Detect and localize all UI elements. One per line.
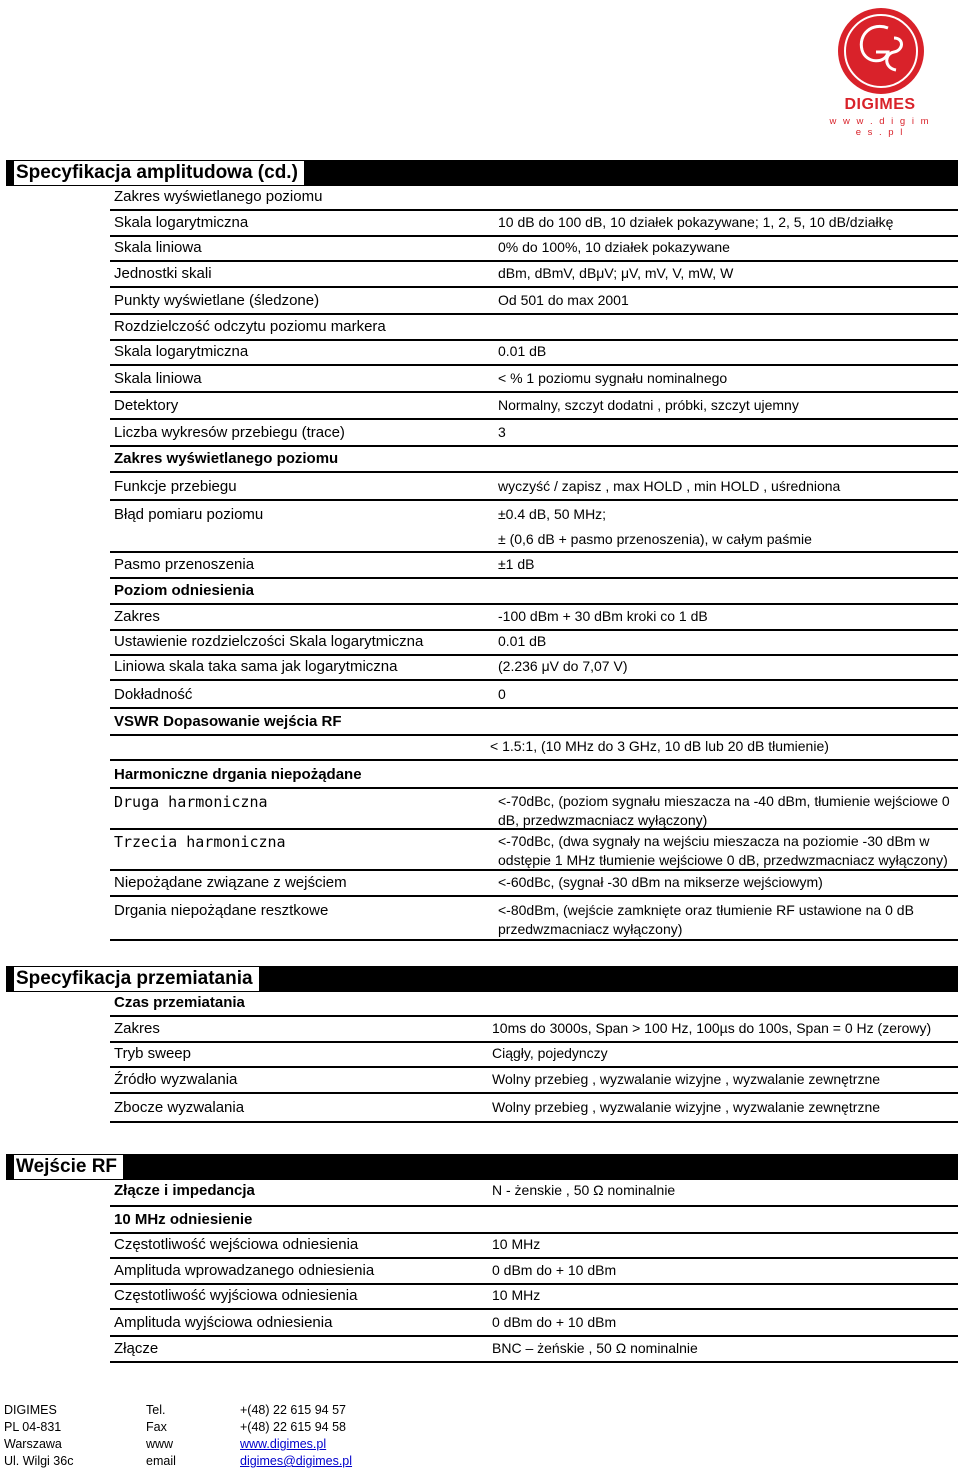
footer-tel: +(48) 22 615 94 57	[240, 1403, 346, 1417]
spec-value-continued: dB, przedwzmacniacz wyłączony)	[498, 812, 708, 828]
section-title: Specyfikacja amplitudowa (cd.)	[14, 161, 304, 185]
spec-label: Pasmo przenoszenia	[114, 556, 255, 573]
spec-value: Normalny, szczyt dodatni , próbki, szczyt ujemny	[498, 397, 799, 413]
spec-label: Drgania niepożądane resztkowe	[114, 902, 329, 919]
spec-value: Wolny przebieg , wyzwalanie wizyjne , wyzwalanie zewnętrzne	[492, 1099, 881, 1115]
spec-value: dBm, dBmV, dBμV; μV, mV, V, mW, W	[498, 265, 734, 281]
spec-value: <-80dBm, (wejście zamknięte oraz tłumienie RF ustawione na 0 dB	[498, 902, 914, 918]
spec-label: Punkty wyświetlane (śledzone)	[114, 292, 320, 309]
spec-value: 0.01 dB	[498, 343, 547, 359]
footer-email-label: email	[146, 1454, 176, 1468]
spec-label: Trzecia harmoniczna	[114, 833, 286, 851]
spec-value: ±1 dB	[498, 556, 535, 572]
spec-label: VSWR Dopasowanie wejścia RF	[114, 713, 342, 730]
footer-street: Ul. Wilgi 36c	[4, 1454, 74, 1468]
spec-label: Złącze i impedancja	[114, 1182, 255, 1199]
footer-website-link[interactable]: www.digimes.pl	[240, 1437, 327, 1451]
logo-url: w w w . d i g i m e s . p l	[829, 116, 931, 138]
spec-label: Rozdzielczość odczytu poziomu markera	[114, 318, 386, 335]
spec-label: Zakres wyświetlanego poziomu	[114, 188, 323, 205]
spec-label: Skala logarytmiczna	[114, 343, 249, 360]
spec-label: Zakres	[114, 1020, 160, 1037]
footer-fax: +(48) 22 615 94 58	[240, 1420, 346, 1434]
spec-value: 10 MHz	[492, 1287, 541, 1303]
spec-value: 0	[498, 686, 506, 702]
spec-label: 10 MHz odniesienie	[114, 1211, 253, 1228]
footer-email-link[interactable]: digimes@digimes.pl	[240, 1454, 353, 1468]
spec-value: < % 1 poziomu sygnału nominalnego	[498, 370, 728, 386]
spec-label: Źródło wyzwalania	[114, 1071, 238, 1088]
spec-label: Skala liniowa	[114, 370, 202, 387]
spec-value: (2.236 μV do 7,07 V)	[498, 658, 628, 674]
spec-label: Czas przemiatania	[114, 994, 245, 1011]
spec-label: Funkcje przebiegu	[114, 478, 237, 495]
logo-emblem-icon	[838, 8, 924, 94]
spec-label: Błąd pomiaru poziomu	[114, 506, 264, 523]
footer-www-label: www	[146, 1437, 174, 1451]
spec-value: 0 dBm do + 10 dBm	[492, 1314, 617, 1330]
spec-value: Od 501 do max 2001	[498, 292, 629, 308]
spec-value-continued: odstępie 1 MHz tłumienie wejściowe 0 dB, przedwzmacniacz wyłączony)	[498, 852, 948, 868]
spec-label: Ustawienie rozdzielczości Skala logarytmiczna	[114, 633, 424, 650]
spec-value: <-70dBc, (poziom sygnału mieszacza na -40 dBm, tłumienie wejściowe 0	[498, 793, 950, 809]
spec-label: Częstotliwość wyjściowa odniesienia	[114, 1287, 358, 1304]
spec-label: Druga harmoniczna	[114, 793, 268, 811]
spec-value: 0% do 100%, 10 działek pokazywane	[498, 239, 730, 255]
spec-label: Detektory	[114, 397, 179, 414]
spec-label: Zakres wyświetlanego poziomu	[114, 450, 339, 467]
spec-value: 0.01 dB	[498, 633, 547, 649]
spec-value: Wolny przebieg , wyzwalanie wizyjne , wyzwalanie zewnętrzne	[492, 1071, 881, 1087]
section-header-sweep	[6, 966, 958, 992]
spec-value-continued: ± (0,6 dB + pasmo przenoszenia), w całym paśmie	[498, 531, 812, 547]
spec-value: 10 dB do 100 dB, 10 działek pokazywane; 1, 2, 5, 10 dB/działkę	[498, 214, 894, 230]
spec-value: BNC – żeńskie , 50 Ω nominalnie	[492, 1340, 698, 1356]
section-header-amplitude	[6, 160, 958, 186]
spec-value: < 1.5:1, (10 MHz do 3 GHz, 10 dB lub 20 dB tłumienie)	[490, 738, 829, 754]
spec-label: Poziom odniesienia	[114, 582, 255, 599]
footer-city: Warszawa	[4, 1437, 62, 1451]
footer-company: DIGIMES	[4, 1403, 57, 1417]
section-header-rf-input	[6, 1154, 958, 1180]
spec-value: 0 dBm do + 10 dBm	[492, 1262, 617, 1278]
spec-value: Ciągły, pojedynczy	[492, 1045, 608, 1061]
spec-label: Zbocze wyzwalania	[114, 1099, 245, 1116]
section-title: Wejście RF	[14, 1155, 123, 1179]
spec-label: Dokładność	[114, 686, 193, 703]
spec-value: N - żenskie , 50 Ω nominalnie	[492, 1182, 676, 1198]
spec-value: 10 MHz	[492, 1236, 541, 1252]
logo-name: DIGIMES	[844, 96, 916, 113]
spec-value: 10ms do 3000s, Span > 100 Hz, 100µs do 100s, Span = 0 Hz (zerowy)	[492, 1020, 932, 1036]
spec-label: Jednostki skali	[114, 265, 212, 282]
spec-value: 3	[498, 424, 506, 440]
spec-label: Zakres	[114, 608, 160, 625]
spec-label: Niepożądane związane z wejściem	[114, 874, 347, 891]
spec-label: Liczba wykresów przebiegu (trace)	[114, 424, 345, 441]
spec-value: wyczyść / zapisz , max HOLD , min HOLD , uśredniona	[498, 478, 841, 494]
section-title: Specyfikacja przemiatania	[14, 967, 259, 991]
spec-value-continued: przedwzmacniacz wyłączony)	[498, 921, 683, 937]
spec-label: Amplituda wyjściowa odniesienia	[114, 1314, 333, 1331]
spec-label: Harmoniczne drgania niepożądane	[114, 766, 362, 783]
spec-label: Liniowa skala taka sama jak logarytmiczna	[114, 658, 398, 675]
spec-label: Skala logarytmiczna	[114, 214, 249, 231]
spec-label: Tryb sweep	[114, 1045, 191, 1062]
footer-tel-label: Tel.	[146, 1403, 166, 1417]
footer-fax-label: Fax	[146, 1420, 167, 1434]
spec-value: -100 dBm + 30 dBm kroki co 1 dB	[498, 608, 708, 624]
spec-label: Skala liniowa	[114, 239, 202, 256]
spec-value: <-60dBc, (sygnał -30 dBm na mikserze wejściowym)	[498, 874, 823, 890]
spec-label: Amplituda wprowadzanego odniesienia	[114, 1262, 375, 1279]
spec-label: Złącze	[114, 1340, 159, 1357]
spec-value: ±0.4 dB, 50 MHz;	[498, 506, 607, 522]
spec-label: Częstotliwość wejściowa odniesienia	[114, 1236, 359, 1253]
spec-value: <-70dBc, (dwa sygnały na wejściu mieszacza na poziomie -30 dBm w	[498, 833, 930, 849]
footer-postcode: PL 04-831	[4, 1420, 62, 1434]
